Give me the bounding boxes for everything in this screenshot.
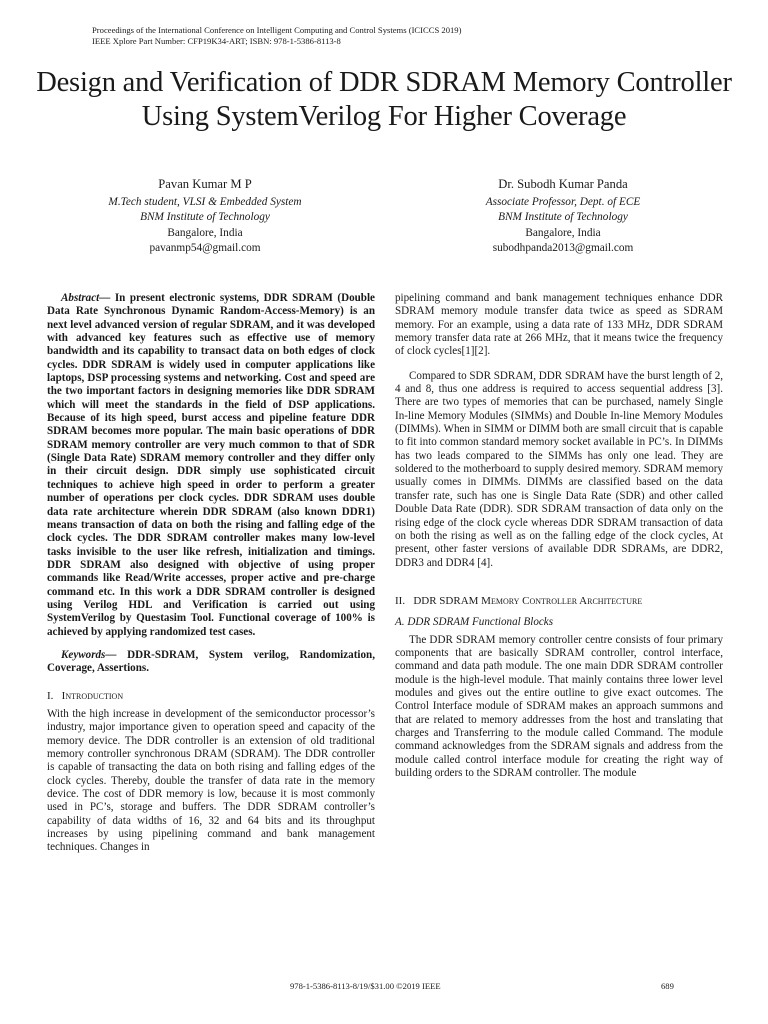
- header-line-2: IEEE Xplore Part Number: CFP19K34-ART; ISBN: 978-1-5386-8113-8: [92, 36, 341, 46]
- author-2-city: Bangalore, India: [525, 226, 601, 239]
- left-column: [47, 292, 375, 855]
- section-1-number: I.: [47, 689, 54, 702]
- section-2-title: DDR SDRAM Memory Controller Architecture: [413, 594, 643, 607]
- author-1-email[interactable]: pavanmp54@gmail.com: [149, 242, 261, 255]
- page-number: 689: [661, 981, 674, 991]
- footer-copyright: 978-1-5386-8113-8/19/$31.00 ©2019 IEEE: [290, 981, 441, 991]
- section-2-number: II.: [395, 594, 406, 607]
- author-1-name: Pavan Kumar M P: [158, 177, 252, 191]
- keywords-text: DDR-SDRAM, System verilog, Randomization, Coverage, Assertions.: [47, 648, 375, 675]
- author-2-name: Dr. Subodh Kumar Panda: [498, 177, 628, 191]
- header-line-1: Proceedings of the International Conference on Intelligent Computing and Control Systems (ICICCS 2019): [92, 25, 462, 35]
- section-1-title: Introduction: [61, 689, 124, 702]
- abstract-label: Abstract—: [61, 292, 111, 304]
- author-2-institution: BNM Institute of Technology: [498, 211, 628, 224]
- subsection-a-heading: A. DDR SDRAM Functional Blocks: [395, 616, 554, 629]
- keywords-label: Keywords—: [61, 648, 117, 661]
- keywords: [47, 649, 375, 676]
- right-paragraph-2: Compared to SDR SDRAM, DDR SDRAM have the burst length of 2, 4 and 8, thus one address is required to access sequential address [3]. There are two types of memories that can be purchased, namely Single In-line Memory Modules (SIMMs) and Double In-line Memory Modules (DIMMs). When in SIMM or DIMM both are small circuit that is capable to fit into common standard memory socket available in PC’s. In DIMMs has two leads compared to the SIMMs has only one lead. They are soldered to the motherboard to supply desired memory. SDRAM memory usually comes in DIMMs. DIMMs are classified based on the data transfer rate, such has one is Single Data Rate (SDR) and other called Double Data Rate (DDR). SDR SDRAM transaction of data only on the rising edge of the clock cycle whereas DDR SDRAM transaction of data on both the rising as well as on the falling edge of the clock cycles, At present, other faster versions of available DDR SDRAMs, are DDR2, DDR3 and DDR4 [4].: [395, 369, 724, 569]
- author-1: [55, 177, 355, 257]
- right-paragraph-1: pipelining command and bank management techniques enhance DDR SDRAM memory module transfer data twice as speed as SDRAM memory. For an example, using a data rate of 133 MHz, DDR SDRAM memory transfer data rate at 266 MHz, that it means twice the frequency of clock cycles[1][2].: [395, 292, 723, 358]
- author-1-city: Bangalore, India: [167, 226, 243, 239]
- abstract: [47, 292, 375, 639]
- paper-title: Design and Verification of DDR SDRAM Memory Controller Using SystemVerilog For Higher Coverage: [36, 67, 732, 132]
- author-2-role: Associate Professor, Dept. of ECE: [485, 195, 641, 208]
- conference-header: [92, 25, 461, 47]
- author-1-institution: BNM Institute of Technology: [140, 211, 270, 224]
- section-1-heading: [47, 690, 375, 703]
- author-2-email[interactable]: subodhpanda2013@gmail.com: [492, 242, 634, 255]
- abstract-text: In present electronic systems, DDR SDRAM (Double Data Rate Synchronous Dynamic Random-Access-Memory) is an next level advanced version of regular SDRAM, and it was developed with advanced key features such as effective use of memory bandwidth and its capability to transact data on both edges of clock cycles. DDR SDRAM is widely used in computer applications like laptops, DSP processing systems and networking. Cost and speed are the two important factors in designing memories like DDR SDRAM which will meet the standards in the field of DSP applications. Because of its high speed, burst access and pipeline feature DDR SDRAM becomes more popular. The main basic operations of DDR SDRAM memory controller are very much common to that of SDR (Single Data Rate) SDRAM memory controller and they differ only in their circuit design. DDR simply use sophisticated circuit techniques to achieve high speed in order to perform a greater number of operations per clock cycles. DDR SDRAM uses double data rate architecture wherein DDR SDRAM (also known DDR1) means transaction of data on both the rising and falling edge of the clock cycles. The DDR SDRAM controller makes many low-level tasks invisible to the user like refresh, initialization and timings. DDR SDRAM also designed with objective of using proper commands like Read/Write accesses, proper active and pre-charge command etc. In this work a DDR SDRAM controller is designed using Verilog HDL and Verification is carried out using SystemVerilog by Questasim Tool. Functional coverage of 100% is achieved by applying randomized test cases.: [47, 292, 375, 638]
- author-2: [413, 177, 713, 257]
- right-paragraph-3: The DDR SDRAM memory controller centre consists of four primary components that are basically SDRAM controller, control interface, command and data path module. The one main DDR SDRAM controller module is the high-level module. That mainly contains three lower level modules and gives out the entire outline to give exact outcomes. The Control Interface module of SDRAM makes an approach summons and that are related to memory addresses from the host and translating that charges and Transferring to the module called Command. The module command acknowledges from the SDRAM signals and address from the module called control interface module for creating the right way of building orders to the SDRAM controller. The module: [395, 633, 723, 779]
- intro-paragraph: With the high increase in development of the semiconductor processor’s industry, major importance given to operation speed and capacity of the memory device. The DDR controller is an extension of old traditional memory controller synchronous DRAM (SDRAM). The DDR controller is capable of transacting the data on both rising and falling edges of the clock cycles. Thereby, double the transfer of data rate in the memory device. The cost of DDR memory is low, because it is most commonly used in PC’s, storage and buffers. The DDR SDRAM controller’s capability of data widths of 16, 32 and 64 bits and its throughput increases by using pipelining command and bank management techniques. Changes in: [47, 707, 375, 854]
- author-1-role: M.Tech student, VLSI & Embedded System: [108, 195, 302, 208]
- right-column: [395, 292, 723, 780]
- section-2-heading: [395, 595, 723, 608]
